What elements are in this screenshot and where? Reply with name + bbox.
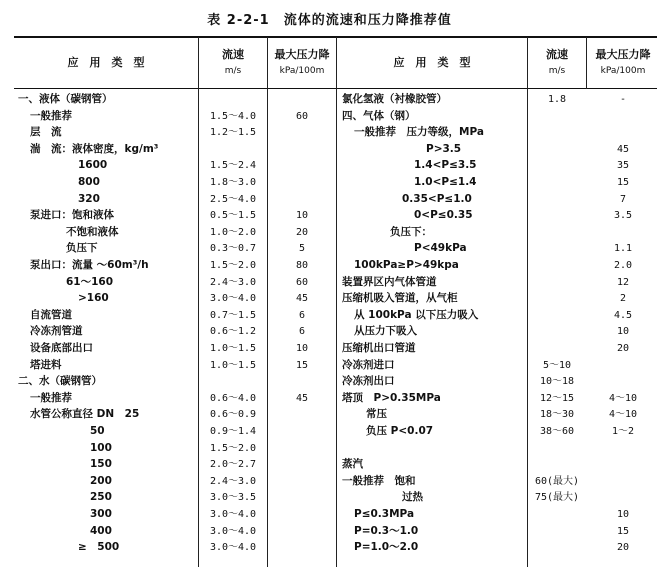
row-label: 氯化氢液（衬橡胶管）	[342, 93, 447, 105]
row-label: 400	[90, 524, 112, 537]
row-label: 300	[90, 508, 112, 520]
header-type-right: 应 用 类 型	[393, 56, 471, 69]
row-label: P=0.3～1.0	[354, 524, 419, 537]
row-pressure: 20	[616, 343, 630, 354]
header-type-left: 应 用 类 型	[67, 56, 145, 69]
row-label: 1.4<P≤3.5	[414, 159, 477, 172]
row-label: 蒸汽	[342, 458, 363, 471]
row-label: 50	[90, 425, 105, 437]
row-velocity: 3.0～4.0	[209, 525, 257, 537]
row-pressure: 1.1	[613, 243, 633, 255]
row-velocity: 2.0～2.7	[209, 459, 257, 471]
row-velocity: 1.8	[547, 94, 567, 105]
row-pressure: -	[619, 94, 627, 105]
row-label: 塔顶 P>0.35MPa	[342, 391, 441, 404]
row-label: 冷冻剂管道	[30, 325, 83, 338]
row-label: 从压力下吸入	[354, 325, 417, 338]
row-label: 不饱和液体	[66, 225, 119, 238]
row-velocity: 0.9～1.4	[209, 426, 257, 437]
row-velocity: 1.5～2.0	[209, 442, 257, 454]
row-pressure: 10	[295, 210, 309, 222]
row-velocity: 0.3～0.7	[209, 243, 257, 255]
header-velocity-left: 流速 m/s	[222, 47, 244, 76]
row-pressure: 1～2	[611, 426, 635, 437]
row-pressure: 5	[298, 243, 306, 255]
row-label: P<49kPa	[414, 242, 467, 255]
row-velocity: 1.0～2.0	[209, 226, 257, 238]
row-label: 层 流	[30, 126, 62, 139]
row-pressure: 20	[616, 542, 630, 554]
row-velocity: 1.5～2.0	[209, 260, 257, 271]
row-velocity: 38～60	[539, 426, 575, 437]
row-label: 常压	[366, 408, 387, 421]
row-pressure: 2	[619, 293, 627, 305]
row-pressure: 45	[616, 143, 630, 155]
header-velocity-right: 流速 m/s	[546, 47, 568, 76]
row-label: 塔进料	[30, 358, 62, 371]
row-label: 一般推荐	[30, 391, 72, 404]
row-pressure: 15	[295, 359, 309, 371]
row-pressure: 60	[295, 276, 309, 288]
row-velocity: 1.8～3.0	[209, 177, 257, 188]
row-label: 自流管道	[30, 308, 72, 321]
row-label: 250	[90, 491, 112, 504]
row-velocity: 0.6～4.0	[209, 392, 257, 404]
row-label: 200	[90, 474, 112, 487]
row-label: P=1.0～2.0	[354, 541, 419, 554]
row-label: 1.0<P≤1.4	[414, 176, 477, 188]
row-pressure: 6	[298, 326, 306, 338]
row-pressure: 4～10	[608, 392, 638, 404]
row-label: 100	[90, 441, 112, 454]
row-velocity: 10～18	[539, 376, 575, 388]
row-velocity: 18～30	[539, 409, 575, 421]
row-pressure: 10	[616, 326, 630, 338]
row-pressure: 10	[616, 509, 630, 520]
row-label: 一般推荐 压力等级，MPa	[354, 126, 484, 139]
row-pressure: 2.0	[613, 260, 633, 271]
row-pressure: 7	[619, 193, 627, 205]
row-velocity: 75(最大)	[534, 492, 580, 504]
row-velocity: 5～10	[542, 359, 572, 371]
row-label: 61～160	[66, 275, 114, 288]
row-velocity: 2.4～3.0	[209, 475, 257, 487]
row-label: 二、水（碳钢管）	[18, 375, 102, 388]
row-pressure: 4～10	[608, 409, 638, 421]
row-label: ≥ 500	[78, 541, 120, 554]
row-label: 一般推荐	[30, 109, 72, 122]
row-label: 一、液体（碳钢管）	[18, 93, 113, 105]
row-pressure: 35	[616, 160, 630, 172]
row-label: P≤0.3MPa	[354, 508, 415, 520]
header-pressure-right: 最大压力降 kPa/100m	[595, 47, 651, 76]
row-label: 泵进口：饱和液体	[30, 209, 114, 222]
row-velocity: 1.0～1.5	[209, 343, 257, 354]
row-velocity: 1.0～1.5	[209, 359, 257, 371]
row-velocity: 2.4～3.0	[209, 276, 257, 288]
row-label: 装置界区内气体管道	[342, 275, 437, 288]
row-pressure: 45	[295, 392, 309, 404]
row-label: >160	[78, 292, 109, 305]
row-velocity: 0.6～0.9	[209, 409, 257, 421]
row-pressure: 15	[616, 525, 630, 537]
row-pressure: 3.5	[613, 210, 633, 222]
row-label: 压缩机出口管道	[342, 342, 416, 354]
row-velocity: 1.2～1.5	[209, 127, 257, 139]
row-label: 压缩机吸入管道，从气柜	[342, 292, 458, 305]
row-label: 0.35<P≤1.0	[402, 192, 472, 205]
row-label: 从 100kPa 以下压力吸入	[354, 308, 479, 321]
table-row-right	[0, 538, 659, 557]
row-label: 冷冻剂进口	[342, 358, 395, 371]
row-pressure: 10	[295, 343, 309, 354]
row-velocity: 0.5～1.5	[209, 210, 257, 222]
row-pressure: 80	[295, 260, 309, 271]
row-label: 0<P≤0.35	[414, 209, 473, 222]
row-label: 1600	[78, 159, 108, 172]
row-velocity: 0.6～1.2	[209, 326, 257, 338]
row-velocity: 3.0～4.0	[209, 542, 257, 554]
row-label: 负压下	[66, 242, 98, 255]
table-title: 表 2-2-1 流体的流速和压力降推荐值	[207, 13, 452, 28]
row-velocity: 3.0～3.5	[209, 492, 257, 504]
row-pressure: 45	[295, 293, 309, 305]
row-velocity: 1.5～2.4	[209, 160, 257, 172]
row-pressure: 60	[295, 110, 309, 122]
row-label: 四、气体（钢）	[342, 109, 416, 122]
row-label: 设备底部出口	[30, 342, 93, 354]
row-label: P>3.5	[426, 142, 462, 155]
row-label: 负压 P<0.07	[366, 425, 434, 437]
row-velocity: 3.0～4.0	[209, 509, 257, 520]
row-pressure: 20	[295, 226, 309, 238]
row-velocity: 3.0～4.0	[209, 293, 257, 305]
row-pressure: 15	[616, 177, 630, 188]
row-velocity: 60(最大)	[534, 475, 580, 487]
row-label: 湍 流：液体密度，kg/m³	[30, 142, 159, 155]
row-pressure: 4.5	[613, 309, 633, 321]
row-label: 一般推荐 饱和	[342, 474, 416, 487]
row-label: 320	[78, 192, 100, 205]
header-pressure-left: 最大压力降 kPa/100m	[274, 47, 330, 76]
row-pressure: 12	[616, 276, 630, 288]
row-label: 泵出口：流量 ～60m³/h	[30, 259, 149, 271]
row-velocity: 0.7～1.5	[209, 309, 257, 321]
row-label: 冷冻剂出口	[342, 375, 395, 388]
row-label: 负压下：	[390, 225, 432, 238]
row-label: 800	[78, 176, 100, 188]
row-velocity	[528, 538, 586, 557]
row-label: 水管公称直径 DN 25	[30, 408, 140, 421]
row-pressure: 6	[298, 309, 306, 321]
row-velocity: 1.5～4.0	[209, 110, 257, 122]
row-label: 150	[90, 458, 112, 471]
row-label: 100kPa≥P>49kpa	[354, 259, 459, 271]
row-velocity: 12～15	[539, 392, 575, 404]
row-label: 过热	[402, 491, 423, 504]
row-velocity: 2.5～4.0	[209, 193, 257, 205]
